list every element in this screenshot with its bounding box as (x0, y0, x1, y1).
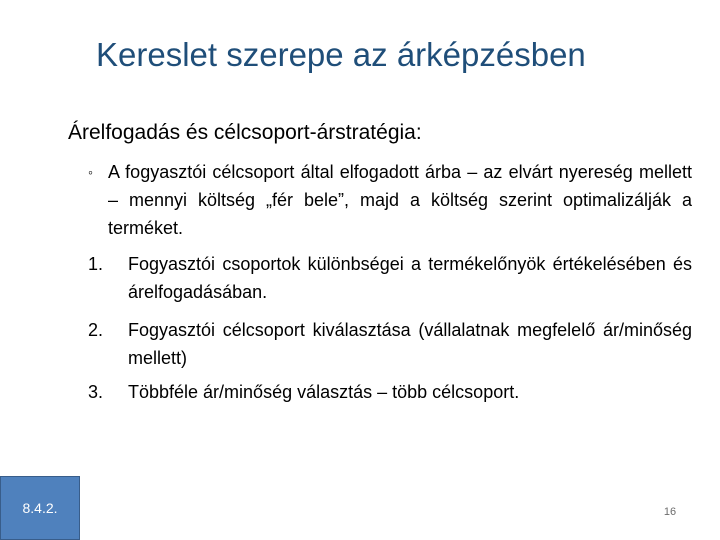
item-number: 3. (88, 382, 104, 402)
bullet-marker-icon: ◦ (88, 164, 93, 180)
item-number: 2. (88, 320, 104, 340)
slide-title: Kereslet szerepe az árképzésben (96, 36, 586, 73)
section-label-box: 8.4.2. (0, 476, 80, 540)
page-number: 16 (663, 506, 677, 518)
item-number: 1. (88, 254, 104, 274)
item-text: Többféle ár/minőség választás – több célcsoport. (128, 382, 520, 402)
bullet-text: A fogyasztói célcsoport által elfogadott árba – az elvárt nyereség mellett – mennyi költség „fér bele”, majd a költség szerint optimalizálják a terméket. (108, 162, 692, 238)
item-text: Fogyasztói célcsoport kiválasztása (vállalatnak megfelelő ár/minőség mellett) (128, 320, 692, 368)
item-text: Fogyasztói csoportok különbségei a termékelőnyök értékelésében és árelfogadásában. (128, 254, 692, 302)
numbered-item-1 (88, 250, 692, 306)
numbered-item-2 (88, 316, 692, 372)
subheading: Árelfogadás és célcsoport-árstratégia: (68, 121, 422, 144)
numbered-item-3 (88, 378, 692, 406)
